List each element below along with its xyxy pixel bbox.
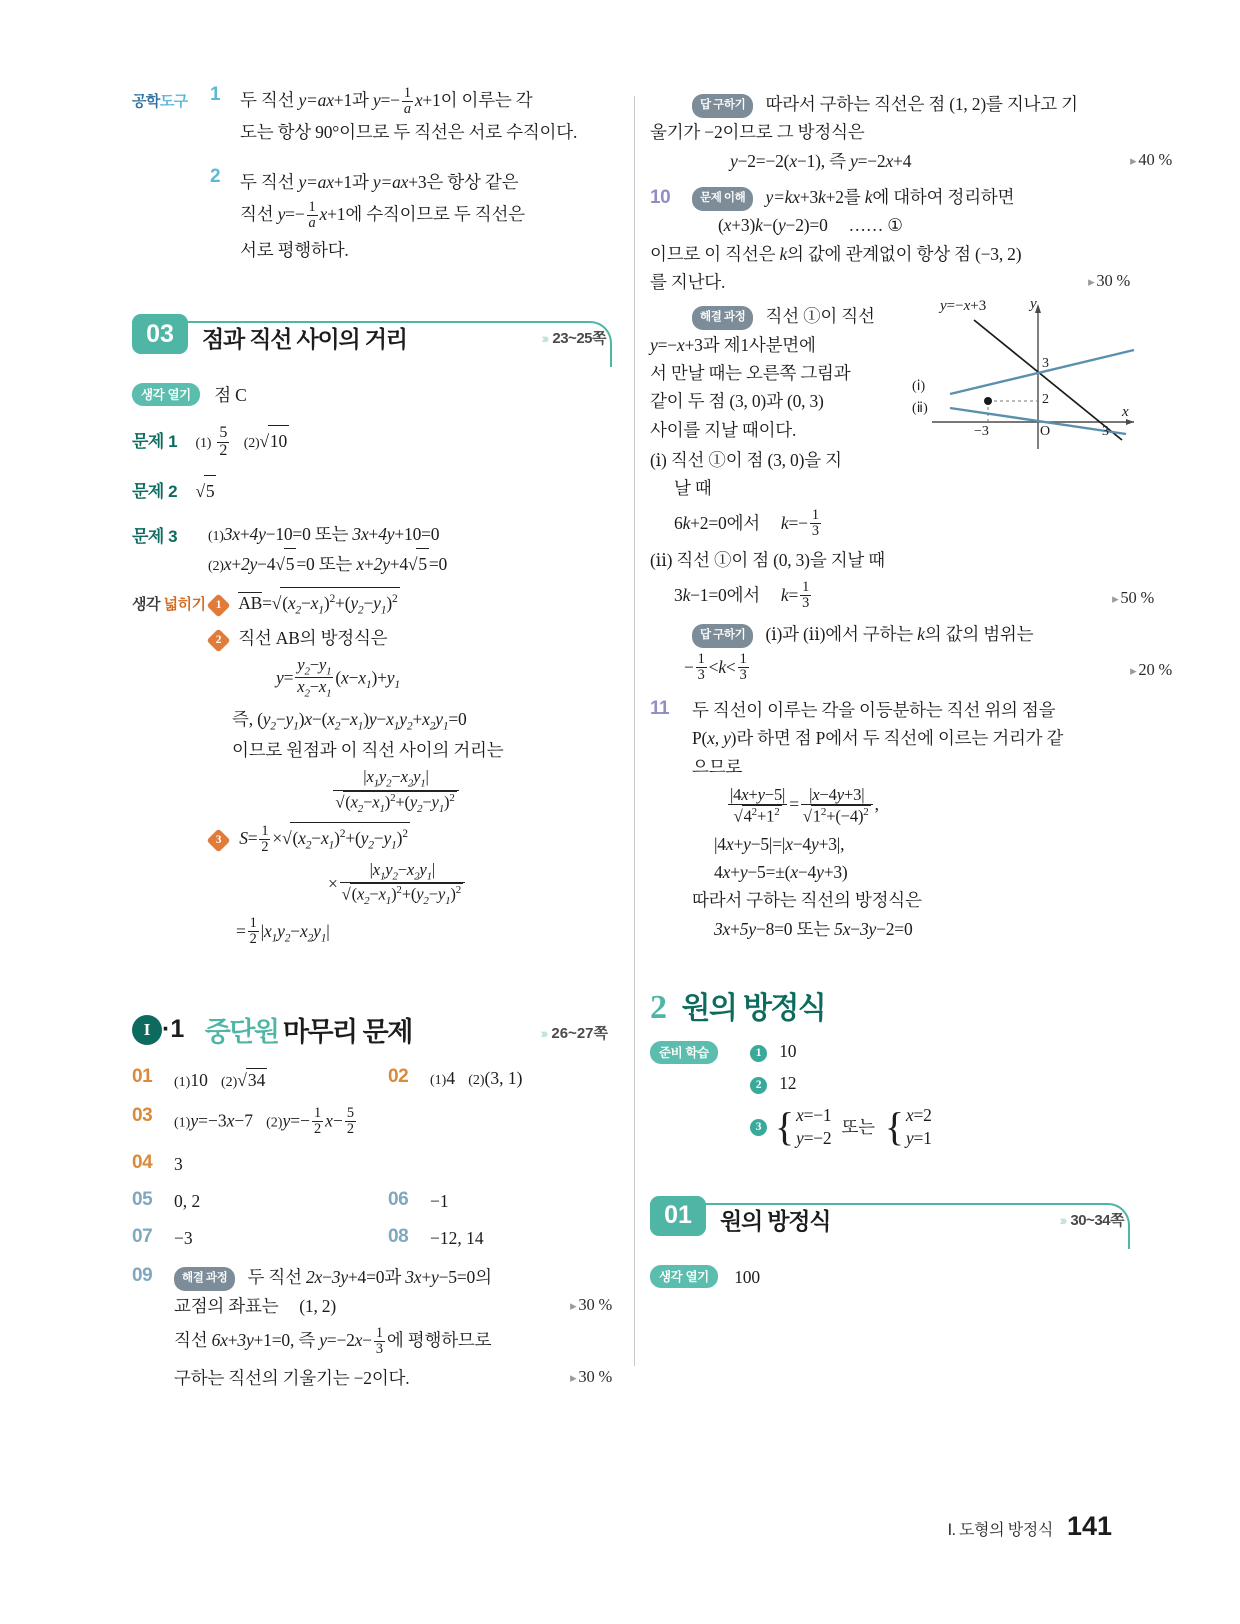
expand-step-2 [210, 624, 612, 652]
answer-10-answer-eq: − $\frac{1}{3}$ <k< $\frac{1}{3}$ ▸ 20 % [684, 653, 1130, 685]
brace-left-2: { [884, 1104, 904, 1150]
answer-11-eq3: 4x+y−5=±(x−4y+3) [714, 861, 848, 882]
answer-10-proc-line-3: 같이 두 점 (3, 0)과 (0, 3) [650, 391, 824, 412]
answer-num-03: 03 [132, 1105, 153, 1127]
expand-step-3: 3 S= $\frac{1}{2}$ $\times√(x_2-x_1)^2+(y_2-y_1)^2$ [210, 822, 612, 856]
answer-10-process [650, 296, 1130, 444]
answer-09-line2: 교점의 좌표는 (1, 2) ▸ 30 % [174, 1292, 612, 1320]
answer-item-02 [372, 1066, 612, 1089]
answer-num-06: 06 [388, 1189, 409, 1211]
answer-10-process-text [650, 302, 942, 444]
answer-10-proc-line-1: y=−x+3과 제1사분면에 [650, 334, 816, 355]
prep-study-items [650, 1037, 1130, 1151]
answer-10-proc-line-0: 직선 ①이 직선 [765, 306, 875, 327]
answer-11-line1: 두 직선이 이루는 각을 이등분하는 직선 위의 점을 [692, 700, 1056, 721]
expand-step-2-eq3: 이므로 원점과 이 직선 사이의 거리는 [232, 740, 504, 761]
answer-num-11: 11 [650, 698, 670, 720]
answer-num-08: 08 [388, 1226, 409, 1248]
step-marker-1: 1 [206, 594, 230, 618]
expand-step-2-eq4: $\frac{|x_1y_2-x_2y_1|}{√(x_2-x_1)^2+(y_2-y_1)^2}$ [210, 769, 612, 816]
expand-step-1: 1 $AB=√(x_2-x_1)^2+(y_2-y_1)^2$ [210, 587, 612, 620]
answer-10-line4: 를 지난다. ▸ 30 % [650, 268, 1130, 296]
answer-10-body [650, 183, 1172, 684]
problem-2-label: 문제 2 [132, 482, 178, 502]
graph-label-case-i: (ⅰ) [912, 379, 926, 395]
wrapup-dot: · [162, 1015, 171, 1044]
prep-tag-a: 준비 [659, 1045, 683, 1060]
answer-09-cont-line1: 답 구하기 따라서 구하는 직선은 점 (1, 2)를 지나고 기 [692, 90, 1130, 118]
step-marker-3: 3 [206, 828, 230, 852]
problem-2-row [132, 475, 612, 505]
think-open-row-01 [650, 1263, 1130, 1291]
answer-11-line2: P(x, y)라 하면 점 P에서 두 직선에 이르는 거리가 같 [692, 728, 1064, 749]
prep-marker-3: 3 [750, 1119, 767, 1136]
section-badge-03: 03 [132, 314, 188, 354]
prep-study-block [650, 1037, 1130, 1151]
find-answer-tag: 답 구하기 [692, 94, 753, 118]
answer-11-eq1: $\frac{|4x+y-5|}{√4^2+1^2}$ = $\frac{|x-4y+3|}{√1^2+(-4)^2}$ , [730, 785, 879, 826]
intersection-point [984, 397, 992, 405]
answer-10-answer-line: 답 구하기 (ⅰ)과 (ⅱ)에서 구하는 k의 값의 범위는 [692, 620, 1130, 648]
graph-tick-neg3: −3 [974, 424, 989, 440]
problem-understanding-tag: 문제 이해 [692, 187, 753, 211]
answer-item-08 [372, 1226, 612, 1249]
think-expand-tag [132, 593, 206, 614]
eng-item-2 [210, 166, 221, 188]
think-expand-steps [132, 587, 612, 948]
answer-09-cont-line2: 울기가 −2이므로 그 방정식은 [650, 122, 865, 143]
right-column [650, 90, 1172, 1293]
answer-09-cont-line3: y−2=−2(x−1), 즉 y=−2x+4 ▸ 40 % [692, 147, 1130, 175]
problem-3-answer-2: (2)x+2y−4√5 =0 또는 x+2y+4√5 =0 [208, 548, 612, 579]
think-expand-block [132, 587, 612, 948]
solution-process-tag: 해결 과정 [174, 1267, 235, 1291]
answer-item-06 [372, 1189, 612, 1212]
answer-10-line3: 이므로 이 직선은 k의 값에 관계없이 항상 점 (−3, 2) [650, 243, 1022, 264]
graph-label-case-ii: (ⅱ) [912, 401, 928, 417]
answer-num-01: 01 [132, 1066, 153, 1088]
prep-system-2-eqs: x=2 y=1 [905, 1104, 932, 1149]
prep-marker-2: 2 [750, 1077, 767, 1094]
think-open-tag-a: 생각 [141, 388, 165, 402]
problem-1-row [132, 425, 612, 461]
wrapup-sub: 1 [170, 1015, 185, 1044]
solution-process-tag-2: 해결 과정 [692, 306, 753, 330]
answer-11-line3: 으므로 [692, 756, 743, 777]
problem-1-label: 문제 1 [132, 432, 178, 452]
prep-tag-b: 학습 [685, 1045, 709, 1060]
expand-step-2-eq1: y= $\frac{y_2-y_1}{x_2-x_1}$ $(x-x_1)+y_1$ [276, 654, 400, 700]
section-pages-01 [1059, 1209, 1124, 1230]
answer-10-proc-line-2: 서 만날 때는 오른쪽 그림과 [650, 363, 851, 384]
prep-conjunction: 또는 [841, 1117, 875, 1138]
prep-study-tag [650, 1041, 718, 1064]
wrapup-title-black: 마무리 문제 [282, 1017, 412, 1048]
answer-item-05 [132, 1189, 372, 1212]
answer-10-line2: (x+3)k−(y−2)=0 …… ① [718, 215, 903, 236]
page-footer [947, 1511, 1112, 1542]
chapter-2-number: 2 [650, 988, 667, 1026]
section-badge-01: 01 [650, 1196, 706, 1236]
eng-label-b: 도구 [159, 93, 188, 110]
think-open-tag-b: 열기 [167, 388, 191, 402]
engineering-tool-block [132, 84, 612, 295]
think-open-tag-a-2: 생각 [659, 1269, 683, 1284]
answer-10-case-i-2: 날 때 [674, 478, 712, 499]
footer-page-number: 141 [1066, 1511, 1112, 1541]
eng-item-1 [210, 84, 221, 106]
prep-system-2 [885, 1104, 932, 1151]
eng-item-1-number: 1 [210, 84, 221, 105]
find-answer-tag-2: 답 구하기 [692, 624, 753, 648]
expand-step-3-eq3: = $\frac{1}{2}$ $|x_1y_2-x_2y_1|$ [236, 915, 330, 948]
answer-10-line1: 문제 이해 y=kx+3k+2를 k에 대하여 정리하면 [692, 183, 1130, 211]
answer-11-eq4: 3x+5y−8=0 또는 5x−3y−2=0 [714, 918, 913, 939]
section-title-01: 원의 방정식 [720, 1207, 831, 1234]
answer-num-02: 02 [388, 1066, 409, 1088]
prep-item-1 [750, 1037, 1130, 1065]
think-open-answer: 점 C [214, 385, 247, 405]
graph-tick-3-x: 3 [1102, 424, 1109, 440]
answer-num-10: 10 [650, 187, 671, 209]
answer-09-line4: 구하는 직선의 기울기는 −2이다. ▸ 30 % [174, 1364, 612, 1392]
eng-item-2-text: 두 직선 y=ax+1과 y=ax+3은 항상 같은 직선 y=− $\frac{1}{a}$ x+1에 수직이므로 두 직선은 서로 평행하다. [240, 172, 525, 260]
answer-10-pct3: ▸ 20 % [1130, 657, 1172, 684]
answer-val-05: 0, 2 [174, 1191, 201, 1212]
answer-val-08: −12, 14 [430, 1228, 484, 1249]
eng-item-2-number: 2 [210, 166, 221, 187]
think-open-tag-b-2: 열기 [685, 1269, 709, 1284]
expand-step-2-title: 직선 AB의 방정식은 [238, 628, 388, 649]
answer-11-body [650, 696, 1130, 943]
answer-09-cont-pct: ▸ 40 % [1130, 147, 1172, 174]
graph-x-axis-label: x [1122, 404, 1129, 421]
answer-10-case-i-eq: 6k+2=0에서 k=− $\frac{1}{3}$ [674, 507, 819, 540]
footer-chapter: Ⅰ. 도형의 방정식 [947, 1522, 1053, 1539]
problem-2-answer: √5 [195, 481, 216, 501]
answer-item-11 [650, 696, 1130, 943]
answer-val-02: (1)4 (2)(3, 1) [430, 1068, 523, 1089]
column-divider [634, 96, 635, 1366]
graph-origin-label: O [1040, 424, 1051, 440]
chapter-2-header [650, 983, 1130, 1027]
answer-item-01 [132, 1066, 372, 1091]
prep-system-1 [775, 1104, 831, 1151]
think-expand-tag-a: 생각 [132, 596, 160, 614]
answer-09-line1: 해결 과정 두 직선 2x−3y+4=0과 3x+y−5=0의 [174, 1263, 612, 1291]
answer-09-line3: 직선 6x+3y+1=0, 즉 y=−2x− $\frac{1}{3}$ 에 평행하므로 [174, 1324, 492, 1357]
answer-num-04: 04 [132, 1152, 153, 1174]
problem-3-label: 문제 3 [132, 526, 178, 546]
graph-tick-2-y: 2 [1042, 392, 1049, 408]
answer-item-03 [132, 1105, 612, 1138]
answer-val-07: −3 [174, 1228, 193, 1249]
prep-item-3 [750, 1104, 1130, 1151]
left-column [132, 84, 612, 1394]
problem-3-row [132, 520, 612, 579]
answer-10-process-tagline [692, 302, 942, 330]
answer-10-case-ii-1: (ⅱ) 직선 ①이 점 (0, 3)을 지날 때 [650, 550, 885, 571]
answer-11-line4: 따라서 구하는 직선의 방정식은 [692, 890, 922, 911]
answer-10-pct2: ▸ 50 % [1112, 585, 1154, 612]
answer-09-continued [650, 90, 1172, 175]
prep-value-2: 12 [779, 1073, 797, 1094]
wrapup-header[interactable] [132, 1010, 612, 1054]
graph-tick-3-y: 3 [1042, 356, 1049, 372]
coordinate-graph [912, 294, 1138, 454]
answer-09-body [132, 1263, 612, 1392]
think-open-answer-2: 100 [734, 1266, 760, 1287]
answer-val-06: −1 [430, 1191, 449, 1212]
brace-left-1: { [775, 1104, 794, 1150]
answer-row-05-06 [132, 1189, 612, 1212]
prep-system-1-eqs: x=−1 y=−2 [796, 1104, 832, 1149]
answer-val-03: (1)y=−3x−7 (2)y=− $\frac{1}{2}$ x− $\frac{5}{2}$ [174, 1105, 354, 1138]
answer-10-proc-line-4: 사이를 지날 때이다. [650, 419, 797, 440]
answer-num-07: 07 [132, 1226, 153, 1248]
answer-item-07 [132, 1226, 372, 1249]
answer-item-04 [132, 1152, 372, 1175]
expand-step-3-eq2: × $\frac{|x_1y_2-x_2y_1|}{√(x_2-x_1)^2+(y_2-y_1)^2}$ [210, 862, 612, 909]
section-title-03: 점과 직선 사이의 거리 [202, 326, 407, 352]
think-open-row-03 [132, 381, 612, 409]
think-expand-tag-b: 넓히기 [163, 596, 206, 614]
answer-num-09: 09 [132, 1265, 153, 1287]
answer-val-04: 3 [174, 1154, 183, 1175]
prep-item-2 [750, 1069, 1130, 1097]
answer-10-case-i-1: (ⅰ) 직선 ①이 점 (3, 0)을 지 [650, 450, 842, 471]
chevron-right-icon-3: ››› [1059, 1211, 1065, 1228]
wrapup-pages-text: 26~27쪽 [551, 1025, 608, 1043]
problem-3-answer-1: (1)3x+4y−10=0 또는 3x+4y+10=0 [208, 523, 440, 544]
wrapup-pages [540, 1022, 608, 1043]
answer-item-10 [650, 183, 1172, 684]
step-marker-2: 2 [206, 629, 230, 653]
engineering-tool-label [132, 90, 188, 111]
prep-value-1: 10 [779, 1040, 797, 1061]
wrapup-title-green: 중단원 [204, 1017, 279, 1048]
think-open-tag [132, 383, 200, 406]
chevron-right-icon: ››› [541, 330, 547, 346]
problem-3-answers [132, 520, 612, 579]
answer-09-cont-body [650, 90, 1172, 175]
answer-val-01: (1)10 (2)√34 [174, 1070, 266, 1091]
section-header-01[interactable] [650, 1203, 1130, 1249]
answer-row-03 [132, 1105, 612, 1138]
answer-num-05: 05 [132, 1189, 153, 1211]
answer-09-pct1: ▸ 30 % [570, 1292, 612, 1319]
wrapup-roman: I [132, 1015, 162, 1045]
answer-10-pct1: ▸ 30 % [1088, 268, 1130, 295]
graph-line-label: y=−x+3 [940, 298, 987, 315]
answer-row-01-02 [132, 1066, 612, 1091]
expand-step-2-eq2: 즉, $(y_2-y_1)x-(x_2-x_1)y-x_1y_2+x_2y_1=0$ [232, 709, 467, 733]
answer-09-pct2: ▸ 30 % [570, 1364, 612, 1391]
chevron-right-icon-2: ››› [540, 1025, 546, 1042]
problem-1-answer: (1) $\frac{5}{2}$ (2)√10 [195, 424, 287, 459]
section-pages-01-text: 30~34쪽 [1070, 1211, 1124, 1229]
graph-y-axis-label: y [1030, 296, 1037, 313]
section-pages-03-text: 23~25쪽 [552, 330, 606, 347]
chapter-2-title: 원의 방정식 [681, 991, 826, 1025]
section-pages-03 [541, 327, 606, 348]
answer-11-eq2: |4x+y−5|=|x−4y+3|, [714, 833, 845, 854]
eng-label-a: 공학 [132, 93, 160, 110]
answer-row-07-08 [132, 1226, 612, 1249]
think-open-tag-2 [650, 1265, 718, 1288]
answer-item-09 [132, 1263, 612, 1392]
section-header-03[interactable] [132, 321, 612, 367]
answer-10-case-ii-eq: 3k−1=0에서 k= $\frac{1}{3}$ ▸ 50 % [674, 581, 1130, 613]
answer-row-04 [132, 1152, 612, 1175]
eng-item-1-text: 두 직선 y=ax+1과 y=− $\frac{1}{a}$ x+1이 이루는 각 도는 항상 90°이므로 두 직선은 서로 수직이다. [240, 84, 578, 142]
prep-marker-1: 1 [750, 1045, 767, 1062]
